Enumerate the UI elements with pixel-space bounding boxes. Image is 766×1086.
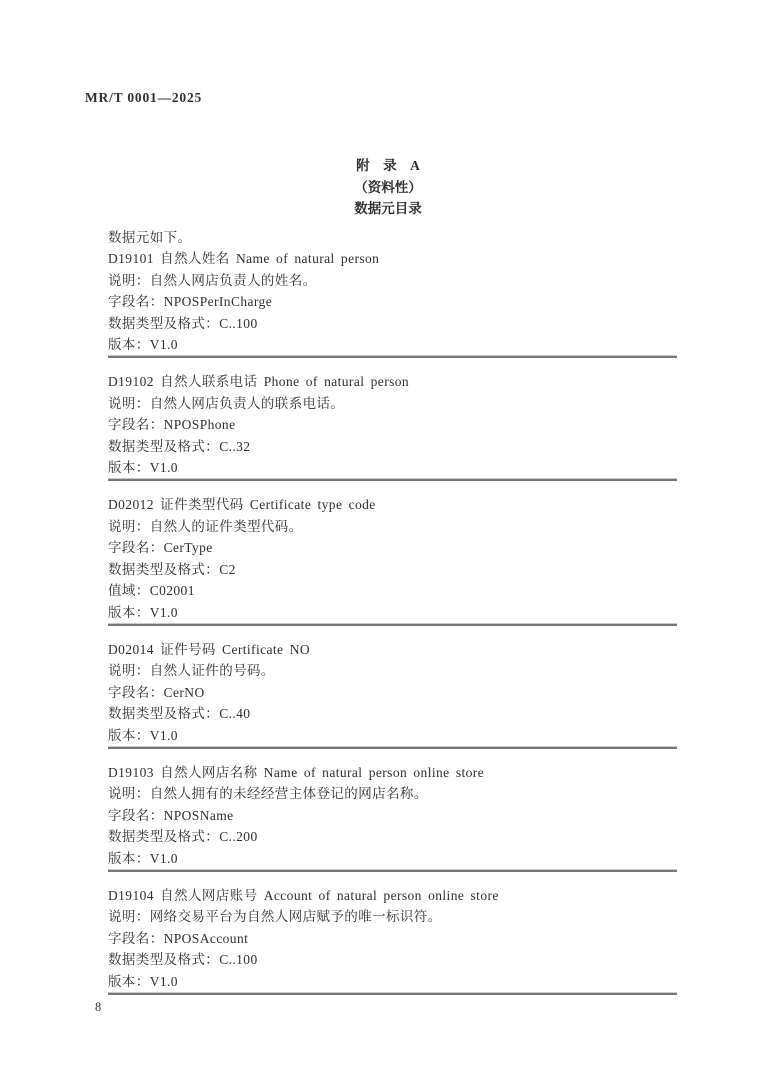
entry-line: 说明：网络交易平台为自然人网店赋予的唯一标识符。: [108, 909, 442, 925]
entry-line: 版本：V1.0: [108, 460, 178, 476]
entry-line: 字段名：NPOSPhone: [108, 417, 236, 433]
entry-line: D19103 自然人网店名称 Name of natural person online store: [108, 764, 485, 780]
entry-line: 值域：C02001: [108, 583, 195, 599]
data-element-entry: [108, 481, 677, 622]
entry-line: 说明：自然人证件的号码。: [108, 663, 275, 679]
data-element-entry: [108, 749, 677, 869]
entry-line: 版本：V1.0: [108, 604, 178, 620]
entry-line: 字段名：CerNO: [108, 684, 205, 700]
entry-line: 数据类型及格式：C2: [108, 561, 236, 577]
data-element-entries: [108, 248, 677, 995]
entry-line: 数据类型及格式：C..200: [108, 829, 258, 845]
appendix-heading: [108, 155, 668, 220]
entry-line: 字段名：NPOSName: [108, 807, 234, 823]
entry-line: 版本：V1.0: [108, 727, 178, 743]
appendix-title: 数据元目录: [354, 201, 422, 216]
content-area: [108, 227, 677, 995]
entry-line: 数据类型及格式：C..100: [108, 952, 258, 968]
entry-line: 数据类型及格式：C..32: [108, 438, 251, 454]
entry-line: D02014 证件号码 Certificate NO: [108, 641, 310, 657]
data-element-entry: [108, 358, 677, 478]
page-number: 8: [95, 1000, 102, 1014]
entry-line: 字段名：NPOSPerInCharge: [108, 294, 273, 310]
entry-line: 说明：自然人网店负责人的联系电话。: [108, 395, 345, 411]
entry-line: D19102 自然人联系电话 Phone of natural person: [108, 374, 410, 390]
intro-line: 数据元如下。: [108, 230, 192, 245]
data-element-entry: [108, 626, 677, 746]
entry-line: 数据类型及格式：C..40: [108, 706, 251, 722]
entry-line: 字段名：NPOSAccount: [108, 930, 249, 946]
data-element-entry: [108, 872, 677, 992]
entry-line: 字段名：CerType: [108, 540, 213, 556]
entry-line: 版本：V1.0: [108, 850, 178, 866]
data-element-entry: [108, 248, 677, 355]
standard-number: MR/T 0001—2025: [85, 90, 203, 105]
entry-line: D19104 自然人网店账号 Account of natural person online store: [108, 887, 499, 903]
divider-rule: [108, 993, 677, 995]
appendix-type-note: （资料性）: [354, 179, 422, 195]
appendix-label: 附 录 A: [356, 158, 420, 173]
entry-line: 说明：自然人网店负责人的姓名。: [108, 272, 317, 288]
entry-line: 数据类型及格式：C..100: [108, 315, 258, 331]
entry-line: D19101 自然人姓名 Name of natural person: [108, 251, 380, 267]
entry-line: 说明：自然人的证件类型代码。: [108, 518, 303, 534]
entry-line: 说明：自然人拥有的未经经营主体登记的网店名称。: [108, 786, 428, 802]
entry-line: 版本：V1.0: [108, 973, 178, 989]
entry-line: D02012 证件类型代码 Certificate type code: [108, 497, 376, 513]
entry-line: 版本：V1.0: [108, 337, 178, 353]
